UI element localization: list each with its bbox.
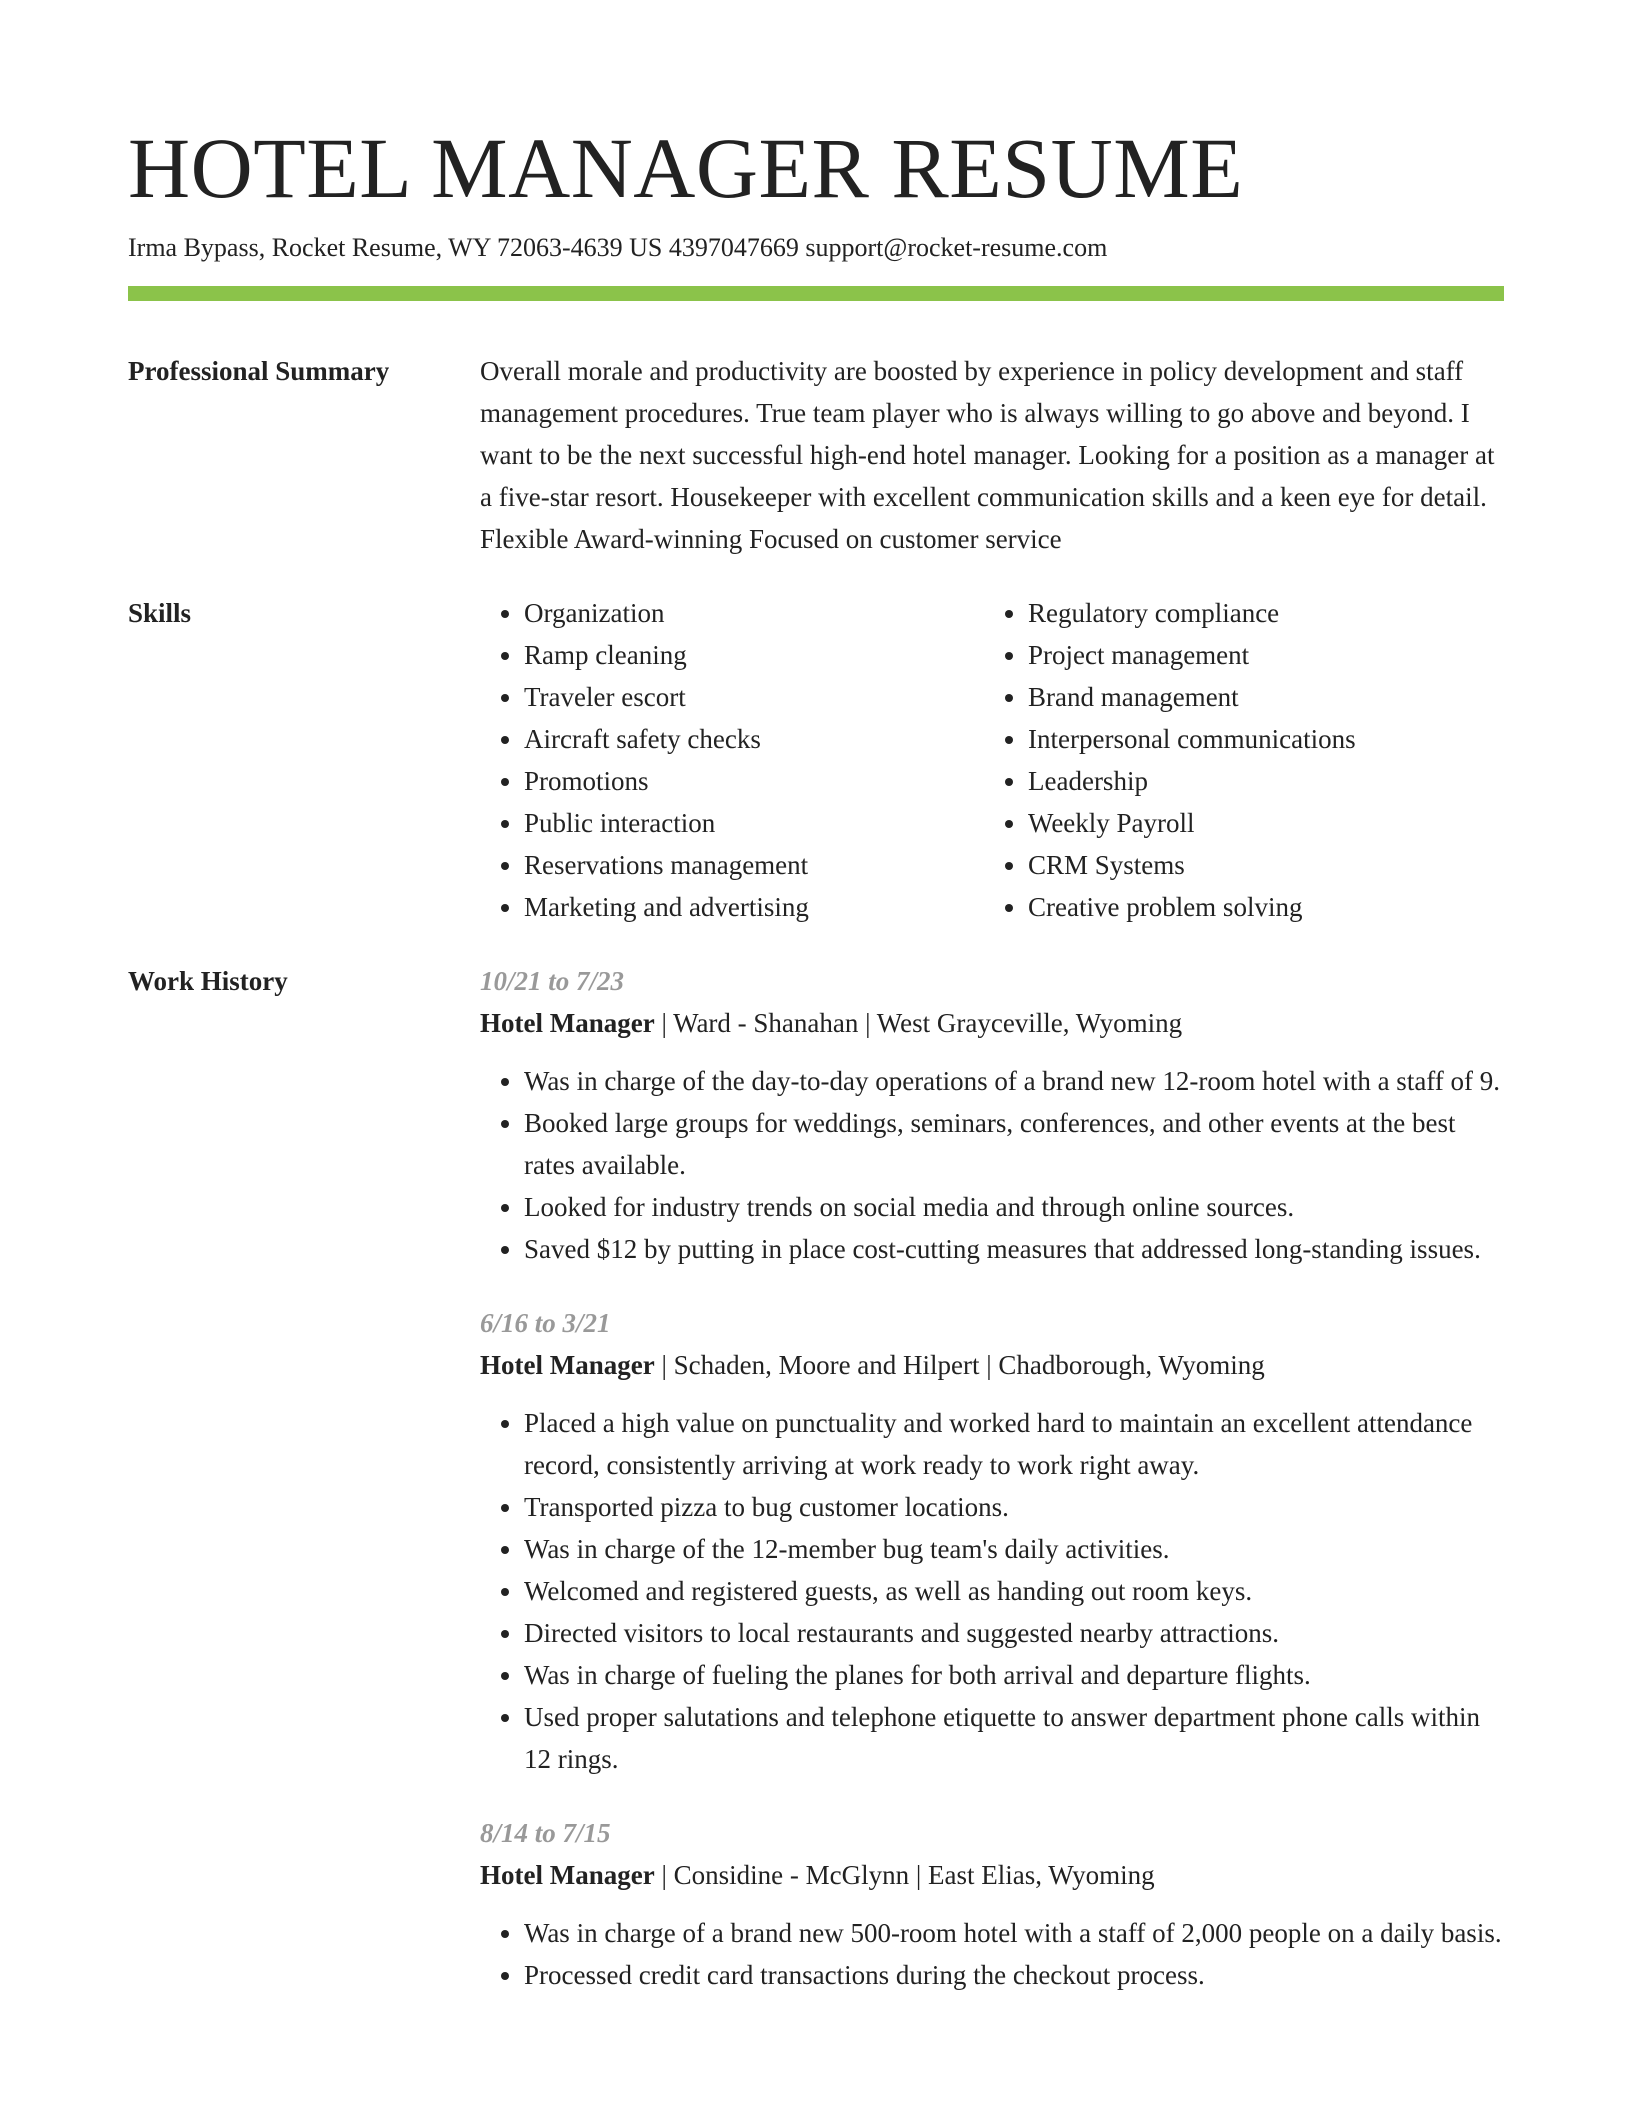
job-bullet: • Directed visitors to local restaurants and suggested nearby attractions.: [524, 1612, 1504, 1654]
job-bullet: • Was in charge of the day-to-day operations of a brand new 12-room hotel with a staff of 9.: [524, 1060, 1504, 1102]
job-employer-location: | Ward - Shanahan | West Grayceville, Wyoming: [654, 1008, 1183, 1038]
skill-item: • Creative problem solving: [1028, 886, 1488, 928]
job-heading: [480, 1002, 1504, 1044]
job-entry: [480, 960, 1504, 1270]
resume-title: HOTEL MANAGER RESUME: [128, 120, 1244, 216]
job-bullet: • Welcomed and registered guests, as well as handing out room keys.: [524, 1570, 1504, 1612]
skill-item: • Traveler escort: [524, 676, 984, 718]
job-entry: [480, 1302, 1504, 1780]
work-history-heading: Work History: [128, 966, 288, 996]
skill-item: • Organization: [524, 592, 984, 634]
job-employer-location: | Schaden, Moore and Hilpert | Chadborough, Wyoming: [654, 1350, 1265, 1380]
skill-item: • Brand management: [1028, 676, 1488, 718]
skill-item: • Project management: [1028, 634, 1488, 676]
job-bullet: • Placed a high value on punctuality and worked hard to maintain an excellent attendance record, consistently arriving at work ready to work right away.: [524, 1402, 1504, 1486]
job-dates: 10/21 to 7/23: [480, 966, 625, 996]
job-role: Hotel Manager: [480, 1350, 655, 1380]
job-role: Hotel Manager: [480, 1008, 655, 1038]
skill-item: • Interpersonal communications: [1028, 718, 1488, 760]
job-entry: [480, 1812, 1504, 1996]
job-dates: 8/14 to 7/15: [480, 1818, 611, 1848]
skill-item: • Marketing and advertising: [524, 886, 984, 928]
skill-item: • CRM Systems: [1028, 844, 1488, 886]
job-dates: 6/16 to 3/21: [480, 1308, 611, 1338]
header-divider: [128, 286, 1504, 301]
job-heading: [480, 1344, 1504, 1386]
job-heading: [480, 1854, 1504, 1896]
job-bullet: • Saved $12 by putting in place cost-cutting measures that addressed long-standing issues.: [524, 1228, 1504, 1270]
contact-line: Irma Bypass, Rocket Resume, WY 72063-4639 US 4397047669 support@rocket-resume.com: [128, 233, 1108, 262]
skills-heading: Skills: [128, 598, 192, 628]
job-bullet: • Looked for industry trends on social media and through online sources.: [524, 1186, 1504, 1228]
job-bullets: [480, 1402, 1504, 1780]
job-bullet: • Processed credit card transactions during the checkout process.: [524, 1954, 1504, 1996]
job-bullet: • Used proper salutations and telephone etiquette to answer department phone calls within 12 rings.: [524, 1696, 1504, 1780]
job-bullets: [480, 1912, 1504, 1996]
skill-item: • Ramp cleaning: [524, 634, 984, 676]
job-bullet: • Was in charge of fueling the planes for both arrival and departure flights.: [524, 1654, 1504, 1696]
work-history-list: [480, 960, 1504, 2028]
skill-item: • Regulatory compliance: [1028, 592, 1488, 634]
skills-list-right: [984, 592, 1488, 928]
skill-item: • Public interaction: [524, 802, 984, 844]
job-role: Hotel Manager: [480, 1860, 655, 1890]
skill-item: • Weekly Payroll: [1028, 802, 1488, 844]
job-bullets: [480, 1060, 1504, 1270]
job-bullet: • Transported pizza to bug customer locations.: [524, 1486, 1504, 1528]
job-bullet: • Booked large groups for weddings, seminars, conferences, and other events at the best rates available.: [524, 1102, 1504, 1186]
summary-heading: Professional Summary: [128, 356, 390, 386]
job-bullet: • Was in charge of a brand new 500-room hotel with a staff of 2,000 people on a daily basis.: [524, 1912, 1504, 1954]
skill-item: • Promotions: [524, 760, 984, 802]
skill-item: • Aircraft safety checks: [524, 718, 984, 760]
job-bullet: • Was in charge of the 12-member bug team's daily activities.: [524, 1528, 1504, 1570]
skill-item: • Reservations management: [524, 844, 984, 886]
summary-text: Overall morale and productivity are boosted by experience in policy development and staff management procedures. True team player who is always willing to go above and beyond. I want to be the next successful high-end hotel manager. Looking for a position as a manager at a five-star resort. Housekeeper with excellent communication skills and a keen eye for detail. Flexible Award-winning Focused on customer service: [480, 356, 1495, 554]
skill-item: • Leadership: [1028, 760, 1488, 802]
skills-list-left: [480, 592, 984, 928]
job-employer-location: | Considine - McGlynn | East Elias, Wyoming: [654, 1860, 1155, 1890]
